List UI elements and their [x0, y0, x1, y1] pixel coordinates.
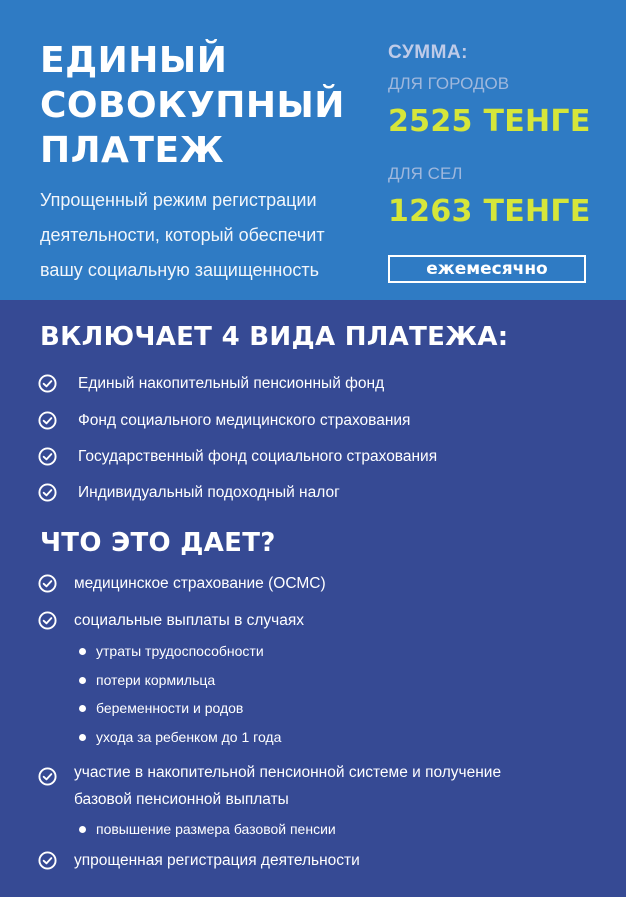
list-item-label: социальные выплаты в случаях [74, 612, 305, 629]
village-price: 1263 ТЕНГЕ [388, 194, 591, 229]
benefits-heading: ЧТО ЭТО ДАЕТ? [40, 528, 276, 558]
sub-list-item [79, 641, 264, 661]
check-circle-icon [38, 447, 57, 466]
header-section [0, 0, 626, 300]
sub-list-item [79, 819, 336, 839]
list-item-label [74, 759, 501, 813]
list-item-label: упрощенная регистрация деятельности [74, 852, 360, 869]
sub-list-item-label: беременности и родов [96, 700, 244, 716]
list-item-label: Государственный фонд социального страхования [78, 448, 438, 465]
bullet-dot-icon [79, 734, 86, 741]
sum-label: СУММА: [388, 42, 468, 63]
list-item [38, 443, 437, 470]
list-item-label: Индивидуальный подоходный налог [78, 484, 340, 501]
list-item [38, 407, 410, 434]
check-circle-icon [38, 374, 57, 393]
title-line: СОВОКУПНЫЙ [40, 85, 345, 126]
sub-list-item-label: ухода за ребенком до 1 года [96, 729, 282, 745]
list-item [38, 759, 501, 813]
sub-list-item-label: потери кормильца [96, 672, 216, 688]
list-item [38, 479, 340, 506]
sub-list-item-label: повышение размера базовой пенсии [96, 821, 336, 837]
page-title [40, 38, 370, 173]
description-line: деятельности, который обеспечит [40, 225, 325, 245]
sub-list-item [79, 670, 215, 690]
title-line: ЕДИНЫЙ [40, 40, 228, 81]
check-circle-icon [38, 851, 57, 870]
check-circle-icon [38, 483, 57, 502]
description-line: Упрощенный режим регистрации [40, 190, 317, 210]
list-item-line: базовой пенсионной выплаты [74, 791, 289, 808]
bullet-dot-icon [79, 705, 86, 712]
check-circle-icon [38, 767, 57, 786]
list-item-label: Фонд социального медицинского страхования [78, 412, 411, 429]
sub-list-item-label: утраты трудоспособности [96, 643, 264, 659]
description-line: вашу социальную защищенность [40, 260, 319, 280]
city-label: ДЛЯ ГОРОДОВ [388, 74, 510, 93]
list-item [38, 847, 360, 874]
description [40, 183, 380, 288]
content-section [0, 300, 626, 897]
list-item [38, 607, 304, 634]
list-item-label: медицинское страхование (ОСМС) [74, 575, 326, 592]
includes-heading: ВКЛЮЧАЕТ 4 ВИДА ПЛАТЕЖА: [40, 322, 509, 352]
bullet-dot-icon [79, 826, 86, 833]
monthly-badge: ежемесячно [388, 255, 586, 283]
list-item-line: участие в накопительной пенсионной системе и получение [74, 764, 502, 781]
list-item-label: Единый накопительный пенсионный фонд [78, 375, 385, 392]
list-item [38, 370, 384, 397]
check-circle-icon [38, 574, 57, 593]
city-price: 2525 ТЕНГЕ [388, 104, 591, 139]
list-item [38, 570, 326, 597]
check-circle-icon [38, 611, 57, 630]
title-line: ПЛАТЕЖ [40, 130, 225, 171]
village-label: ДЛЯ СЕЛ [388, 164, 463, 183]
sub-list-item [79, 698, 243, 718]
bullet-dot-icon [79, 648, 86, 655]
bullet-dot-icon [79, 677, 86, 684]
check-circle-icon [38, 411, 57, 430]
sub-list-item [79, 727, 281, 747]
